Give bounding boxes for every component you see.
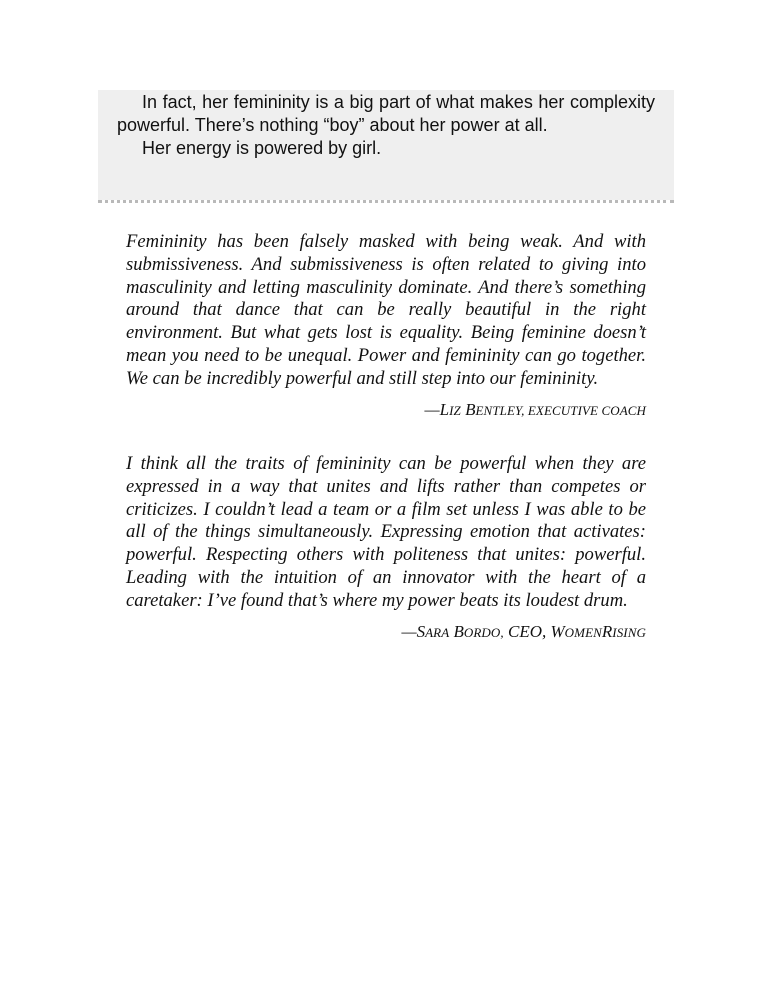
attribution-initial: W	[550, 621, 565, 641]
quote-attribution	[126, 398, 646, 423]
callout-box	[98, 90, 674, 200]
attribution-smallcaps: ENTLEY, EXECUTIVE COACH	[475, 402, 646, 418]
quote-block	[126, 453, 646, 645]
attribution-initial: B	[453, 621, 464, 641]
attribution-org-prefix: CEO,	[503, 621, 551, 641]
callout-paragraph: In fact, her femininity is a big part of what makes her complexity powerful. There’s nothing “boy” about her power at all.	[117, 92, 655, 135]
attribution-dash: —	[401, 621, 417, 641]
callout-paragraph: Her energy is powered by girl.	[142, 138, 382, 158]
attribution-dash: —	[424, 399, 440, 419]
attribution-smallcaps: OMEN	[564, 624, 602, 640]
attribution-smallcaps: ORDO,	[463, 624, 504, 640]
quote-text: Femininity has been falsely masked with being weak. And with submissiveness. And submissiveness is often related to giving into masculinity and letting masculinity dominate. And there’s something around that dance that can be really beautiful in the right environment. But what gets lost is equality. Being feminine doesn’t mean you need to be unequal. Power and femininity can go together. We can be incredibly powerful and still step into our femininity.	[126, 231, 646, 389]
attribution-smallcaps: IZ	[449, 402, 461, 418]
quote-block	[126, 231, 646, 423]
quote-attribution	[126, 620, 646, 645]
dotted-divider	[98, 200, 674, 203]
quote-text: I think all the traits of femininity can be powerful when they are expressed in a way that unites and lifts rather than competes or criticizes. I couldn’t lead a team or a film set unless I was able to be all of the things simultaneously. Expressing emotion that activates: powerful. Respecting others with politeness that unites: powerful. Leading with the intuition of an innovator with the heart of a caretaker: I’ve found that’s where my power beats its loudest drum.	[126, 453, 646, 611]
attribution-initial: S	[416, 621, 426, 641]
attribution-initial: R	[601, 621, 613, 641]
attribution-smallcaps: ARA	[425, 624, 450, 640]
attribution-initial: L	[439, 399, 450, 419]
attribution-smallcaps: ISING	[612, 624, 646, 640]
attribution-initial: B	[465, 399, 476, 419]
